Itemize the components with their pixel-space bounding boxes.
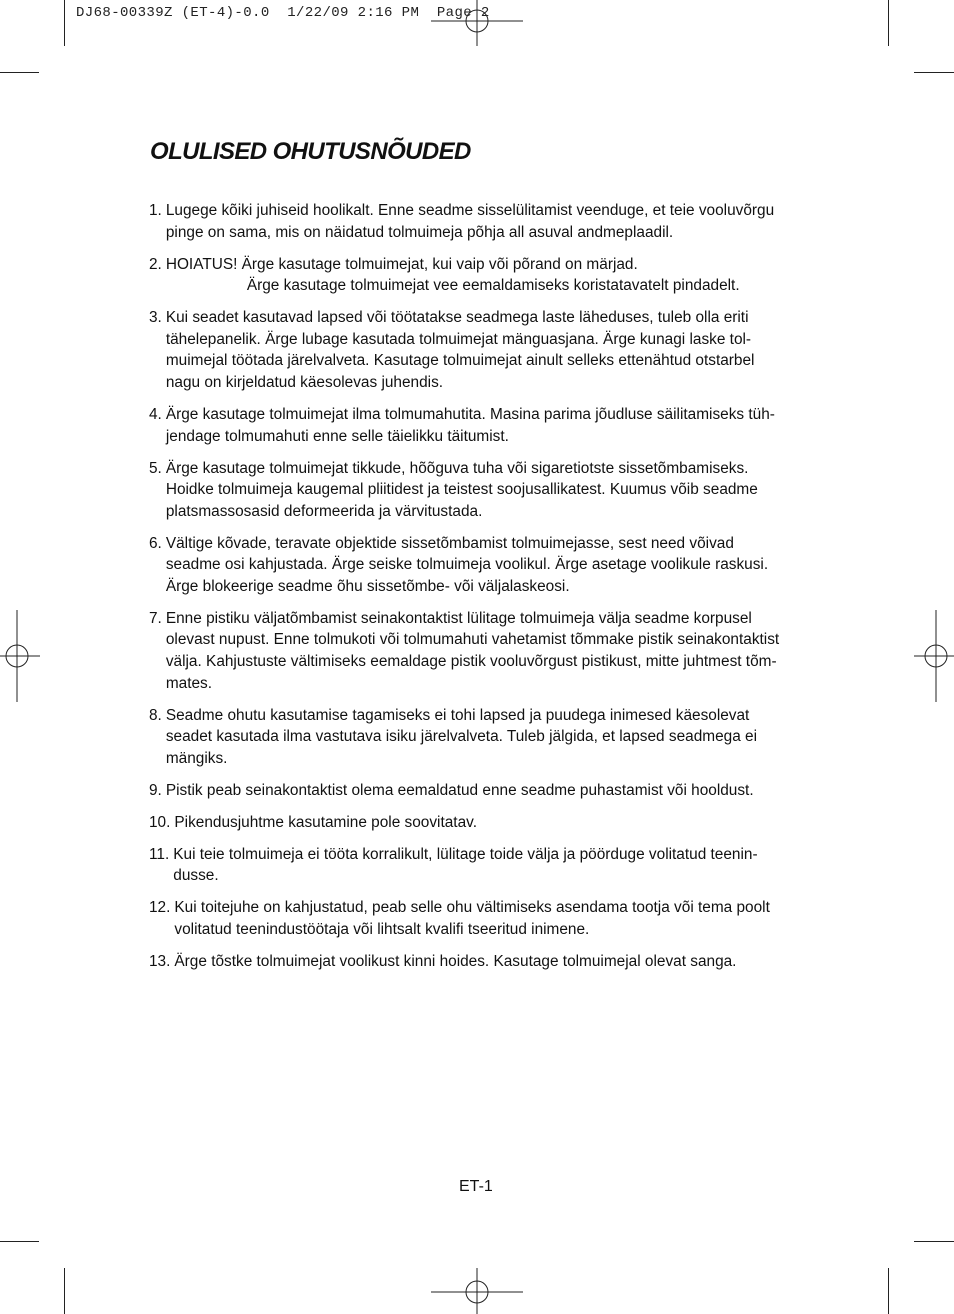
list-item (149, 812, 809, 834)
list-item-line: volitatud teenindustöötaja või lihtsalt kvalifi tseeritud inimene. (174, 920, 590, 938)
crop-mark-top-left-vertical (64, 0, 65, 46)
list-item-number: 6. (149, 534, 162, 552)
crop-mark-top-right-vertical (888, 0, 889, 46)
print-slug: DJ68-00339Z (ET-4)-0.0 1/22/09 2:16 PM Page 2 (76, 5, 490, 21)
registration-mark-right (914, 610, 954, 702)
list-item-line: mates. (165, 674, 213, 692)
list-item-text (166, 533, 809, 598)
list-item-text (166, 404, 809, 447)
list-item-line: Ärge kasutage tolmuimejat ilma tolmumahutita. Masina parima jõudluse säilitamiseks tüh- (165, 405, 775, 423)
registration-mark-left (0, 610, 40, 702)
list-item-line: välja. Kahjustuste vältimiseks eemaldage pistik vooluvõrgust pistikust, mitte juhtmest tõm- (165, 653, 777, 671)
list-item-line: tähelepanelik. Ärge lubage kasutada tolmuimejat mänguasjana. Ärge kunagi laske tol- (165, 330, 752, 348)
list-item-number: 9. (149, 781, 162, 799)
list-item-line: pinge on sama, mis on näidatud tolmuimeja põhja all asuval andmeplaadil. (165, 223, 674, 241)
list-item-line: mängiks. (165, 749, 228, 767)
list-item (149, 533, 809, 598)
list-item (149, 780, 809, 802)
list-item-text (174, 951, 809, 973)
list-item-text (166, 458, 809, 523)
list-item-number: 11. (149, 845, 170, 863)
registration-mark-bottom (431, 1268, 523, 1314)
list-item-text (174, 897, 809, 940)
list-item-line: Vältige kõvade, teravate objektide sissetõmbamist tolmuimejasse, sest need võivad (165, 534, 734, 552)
list-item-line: Ärge kasutage tolmuimejat tikkude, hõõguva tuha või sigaretiotste sissetõmbamiseks. (165, 459, 749, 477)
list-item-number: 1. (149, 202, 162, 219)
list-item (149, 254, 809, 297)
page-title: OLULISED OHUTUSNÕUDED (150, 138, 471, 165)
list-item-text (173, 844, 809, 887)
list-item-text (166, 254, 809, 297)
list-item-line: Pistik peab seinakontaktist olema eemaldatud enne seadme puhastamist või hooldust. (165, 781, 754, 799)
list-item (149, 951, 809, 973)
list-item-text (174, 812, 809, 834)
crop-mark-bottom-right-horizontal (914, 1241, 954, 1242)
list-item-text (166, 608, 809, 694)
crop-mark-top-left-horizontal (0, 72, 39, 73)
list-item (149, 608, 809, 694)
list-item-line: Seadme ohutu kasutamise tagamiseks ei tohi lapsed ja puudega inimesed käesolevat (165, 706, 750, 724)
crop-mark-bottom-right-vertical (888, 1268, 889, 1314)
list-item-line: seadet kasutada ilma vastutava isiku järelvalveta. Tuleb jälgida, et lapsed seadmega ei (165, 728, 758, 746)
list-item-text (166, 780, 809, 802)
list-item-line: Lugege kõiki juhiseid hoolikalt. Enne seadme sisselülitamist veenduge, et teie vooluvõrgu (165, 202, 775, 219)
list-item-line: seadme osi kahjustada. Ärge seiske tolmuimeja voolikul. Ärge asetage voolikule raskusi. (165, 556, 769, 574)
list-item-line: dusse. (173, 867, 219, 885)
list-item-text (166, 307, 809, 393)
list-item-line: Kui teie tolmuimeja ei tööta korralikult, lülitage toide välja ja pöörduge volitatud teenin- (173, 845, 758, 863)
list-item (149, 200, 809, 243)
crop-mark-bottom-left-horizontal (0, 1241, 39, 1242)
safety-instructions-list (149, 200, 809, 983)
list-item-number: 5. (149, 459, 162, 477)
list-item-number: 12. (149, 899, 171, 917)
list-item-number: 4. (149, 405, 162, 423)
list-item-number: 7. (149, 609, 162, 627)
list-item-line: Ärge tõstke tolmuimejat voolikust kinni hoides. Kasutage tolmuimejal olevat sanga. (174, 952, 737, 970)
list-item-line: Pikendusjuhtme kasutamine pole soovitatav. (174, 813, 477, 831)
list-item-line: nagu on kirjeldatud käesolevas juhendis. (165, 373, 444, 391)
list-item-number: 13. (149, 952, 171, 970)
list-item-line: Enne pistiku väljatõmbamist seinakontaktist lülitage tolmuimeja välja seadme korpusel (165, 609, 752, 627)
list-item-text (166, 705, 809, 770)
list-item-number: 10. (149, 813, 171, 831)
list-item-number: 8. (149, 706, 162, 724)
crop-mark-bottom-left-vertical (64, 1268, 65, 1314)
list-item-line: Kui toitejuhe on kahjustatud, peab selle ohu vältimiseks asendama tootja või tema poolt (174, 899, 770, 917)
crop-mark-top-right-horizontal (914, 72, 954, 73)
list-item-line: Ärge blokeerige seadme õhu sissetõmbe- või väljalaskeosi. (165, 577, 570, 595)
list-item (149, 307, 809, 393)
list-item (149, 458, 809, 523)
list-item (149, 897, 809, 940)
list-item-line: HOIATUS! Ärge kasutage tolmuimejat, kui vaip või põrand on märjad. (165, 255, 638, 273)
list-item-text (166, 200, 809, 243)
list-item (149, 844, 809, 887)
list-item-number: 2. (149, 255, 162, 273)
list-item-line: jendage tolmumahuti enne selle täielikku täitumist. (165, 427, 509, 445)
list-item-line: Hoidke tolmuimeja kaugemal pliitidest ja teistest soojusallikatest. Kuumus võib seadme (165, 481, 758, 499)
list-item-number: 3. (149, 309, 162, 327)
registration-mark-top (431, 0, 523, 46)
list-item-line: olevast nupust. Enne tolmukoti või tolmumahuti vahetamist tõmmake pistik seinakontaktist (165, 631, 780, 649)
page-number: ET-1 (459, 1178, 493, 1195)
list-item-line: platsmassosasid deformeerida ja värvitustada. (165, 502, 483, 520)
list-item (149, 404, 809, 447)
list-item-line: muimejal töötada järelvalveta. Kasutage tolmuimejat ainult selleks ettenähtud otstarbel (165, 352, 755, 370)
list-item-line: Kui seadet kasutavad lapsed või töötatakse seadmega laste läheduses, tuleb olla eriti (165, 309, 749, 327)
list-item-line: Ärge kasutage tolmuimejat vee eemaldamiseks koristatavatelt pindadelt. (246, 277, 740, 295)
list-item (149, 705, 809, 770)
